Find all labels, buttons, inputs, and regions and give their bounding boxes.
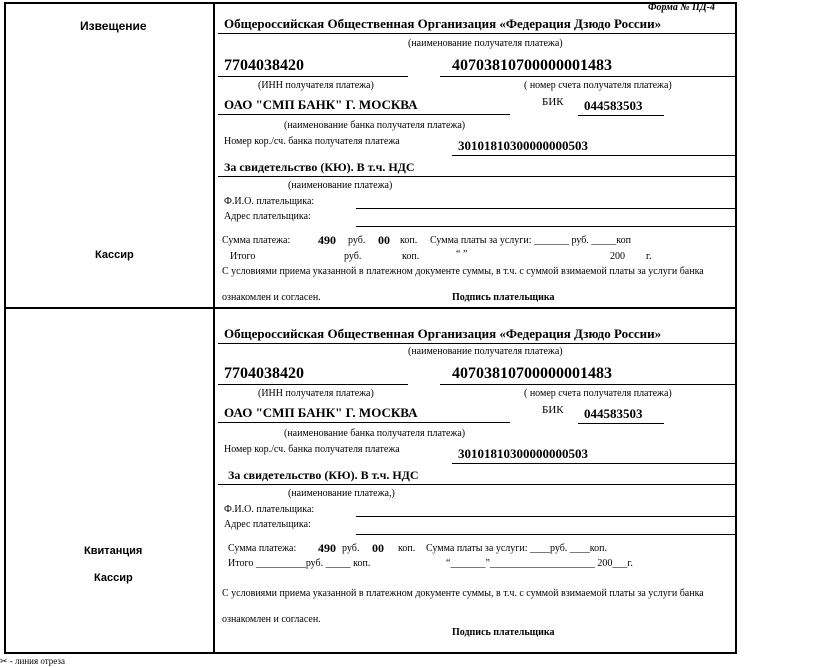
- terms-text: С условиями приема указанной в платежном документе суммы, в т.ч. с суммой взимаемой платы за услуги банка: [222, 266, 704, 277]
- payer-address-label: Адрес плательщика:: [224, 519, 311, 530]
- purpose-caption: (наименование платежа,): [288, 488, 395, 499]
- corr-value: 30101810300000000503: [458, 138, 588, 153]
- terms-text: С условиями приема указанной в платежном документе суммы, в т.ч. с суммой взимаемой платы за услуги банка: [222, 588, 704, 599]
- rub-label: руб.: [348, 235, 366, 246]
- bik-value: 044583503: [584, 98, 643, 113]
- section-divider: [4, 307, 737, 309]
- sum-kop: 00: [378, 233, 390, 247]
- payer-name-field[interactable]: [356, 516, 736, 517]
- account-value: 40703810700000001483: [452, 365, 612, 382]
- cashier-label-top: Кассир: [95, 249, 134, 261]
- payer-address-label: Адрес плательщика:: [224, 211, 311, 222]
- underline: [218, 484, 736, 485]
- corr-value: 30101810300000000503: [458, 446, 588, 461]
- payment-purpose: За свидетельство (КЮ). В т.ч. НДС: [224, 160, 415, 174]
- date-line: “_______”_____________________ 200___г.: [446, 558, 633, 569]
- receipt-label: Квитанция: [84, 545, 143, 557]
- underline: [218, 422, 510, 423]
- sum-rub: 490: [318, 541, 336, 555]
- inn-value: 7704038420: [224, 57, 304, 74]
- total-kop: коп.: [402, 251, 420, 262]
- cashier-label-bottom: Кассир: [94, 572, 133, 584]
- total-label: Итого: [230, 251, 256, 262]
- signature-label: Подпись плательщика: [452, 627, 555, 638]
- signature-label: Подпись плательщика: [452, 292, 555, 303]
- recipient-caption: (наименование получателя платежа): [408, 38, 563, 49]
- agree-text: ознакомлен и согласен.: [222, 292, 321, 303]
- bik-label: БИК: [542, 96, 564, 108]
- column-divider: [213, 2, 215, 654]
- date-quotes: “ ”: [456, 249, 468, 260]
- inn-caption: (ИНН получателя платежа): [258, 80, 374, 91]
- cut-line-label: ✂ - линия отреза: [0, 656, 65, 666]
- underline: [578, 115, 664, 116]
- year-suffix: г.: [646, 251, 652, 262]
- underline: [452, 463, 736, 464]
- payer-name-label: Ф.И.О. плательщика:: [224, 504, 315, 515]
- underline: [218, 384, 408, 385]
- underline: [218, 76, 408, 77]
- bank-caption: (наименование банка получателя платежа): [284, 428, 466, 439]
- underline: [578, 423, 664, 424]
- account-caption: ( номер счета получателя платежа): [524, 80, 672, 91]
- kop-label: коп.: [398, 543, 416, 554]
- corr-label: Номер кор./сч. банка получателя платежа: [224, 444, 400, 455]
- year-label: 200: [610, 251, 625, 262]
- corr-label: Номер кор./сч. банка получателя платежа: [224, 136, 400, 147]
- service-fee: Сумма платы за услуги: _______ руб. _____коп: [430, 235, 632, 246]
- underline: [218, 114, 510, 115]
- agree-text: ознакомлен и согласен.: [222, 614, 321, 625]
- bank-name: ОАО "СМП БАНК" Г. МОСКВА: [224, 405, 418, 420]
- kop-label: коп.: [400, 235, 418, 246]
- payer-name-field[interactable]: [356, 208, 736, 209]
- notice-label: Извещение: [80, 19, 147, 33]
- underline: [440, 76, 736, 77]
- form-label: Форма № ПД-4: [648, 2, 715, 13]
- account-caption: ( номер счета получателя платежа): [524, 388, 672, 399]
- total-rub: руб.: [344, 251, 362, 262]
- payer-address-field[interactable]: [356, 226, 736, 227]
- underline: [218, 343, 736, 344]
- bik-value: 044583503: [584, 406, 643, 421]
- service-fee: Сумма платы за услуги: ____руб. ____коп.: [426, 543, 608, 554]
- payment-purpose: За свидетельство (КЮ). В т.ч. НДС: [228, 468, 419, 482]
- bank-caption: (наименование банка получателя платежа): [284, 120, 466, 131]
- purpose-caption: (наименование платежа): [288, 180, 393, 191]
- underline: [452, 155, 736, 156]
- total-label: Итого __________руб. _____ коп.: [228, 558, 371, 569]
- rub-label: руб.: [342, 543, 360, 554]
- underline: [440, 384, 736, 385]
- bank-name: ОАО "СМП БАНК" Г. МОСКВА: [224, 97, 418, 112]
- sum-rub: 490: [318, 233, 336, 247]
- inn-value: 7704038420: [224, 365, 304, 382]
- sum-kop: 00: [372, 541, 384, 555]
- inn-caption: (ИНН получателя платежа): [258, 388, 374, 399]
- underline: [218, 33, 736, 34]
- sum-label: Сумма платежа:: [222, 235, 291, 246]
- recipient-name: Общероссийская Общественная Организация «Федерация Дзюдо России»: [224, 326, 662, 341]
- account-value: 40703810700000001483: [452, 57, 612, 74]
- recipient-name: Общероссийская Общественная Организация «Федерация Дзюдо России»: [224, 16, 662, 31]
- payer-address-field[interactable]: [356, 534, 736, 535]
- recipient-caption: (наименование получателя платежа): [408, 346, 563, 357]
- underline: [218, 176, 736, 177]
- payer-name-label: Ф.И.О. плательщика:: [224, 196, 315, 207]
- sum-label: Сумма платежа:: [228, 543, 297, 554]
- bik-label: БИК: [542, 404, 564, 416]
